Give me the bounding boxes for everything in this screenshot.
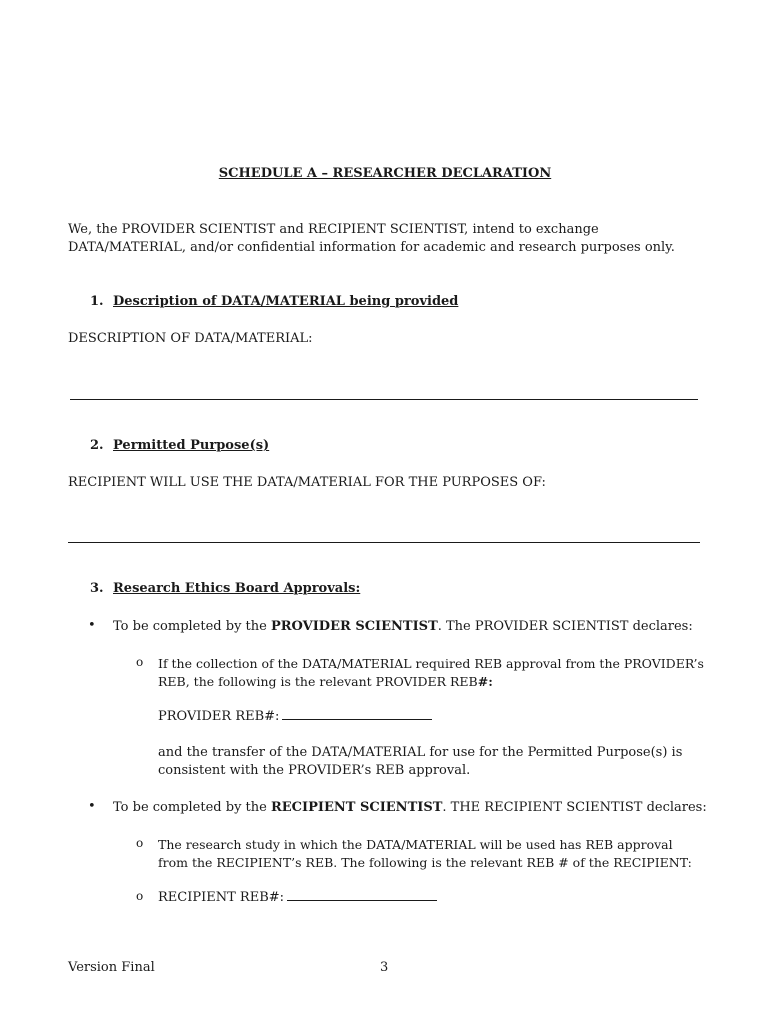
sub-bullet-glyph: o bbox=[136, 889, 144, 903]
recipient-study-item: The research study in which the DATA/MATERIAL will be used has REB approval from the RECIPIENT’s REB. The following is the relevant REB # of the RECIPIENT: bbox=[158, 837, 692, 870]
section-3-number: 3. bbox=[90, 581, 104, 596]
section-2-heading bbox=[90, 438, 269, 453]
provider-reb-item bbox=[158, 655, 708, 691]
recipient-reb-field bbox=[158, 889, 437, 907]
recipient-bullet-text bbox=[113, 799, 707, 817]
section-2-title: Permitted Purpose(s) bbox=[113, 438, 270, 453]
recipient-reb-input-line[interactable] bbox=[287, 890, 437, 901]
bullet-glyph: • bbox=[88, 799, 96, 814]
section-3-heading bbox=[90, 581, 360, 596]
sub-bullet-glyph: o bbox=[136, 836, 144, 850]
provider-transfer-text: and the transfer of the DATA/MATERIAL for use for the Permitted Purpose(s) is consistent with the PROVIDER’s REB approval. bbox=[158, 745, 683, 778]
purposes-answer-line[interactable] bbox=[68, 542, 700, 543]
sub-bullet-glyph: o bbox=[136, 655, 144, 669]
provider-reb-label: PROVIDER REB#: bbox=[158, 709, 280, 724]
description-label: DESCRIPTION OF DATA/MATERIAL: bbox=[68, 331, 313, 346]
provider-bullet-text bbox=[113, 618, 693, 636]
provider-reb-field bbox=[158, 708, 432, 726]
section-1-title: Description of DATA/MATERIAL being provided bbox=[113, 294, 459, 309]
recipient-reb-label: RECIPIENT REB#: bbox=[158, 890, 285, 905]
provider-item-bold: #: bbox=[477, 674, 493, 689]
bullet-glyph: • bbox=[88, 618, 96, 633]
description-answer-line[interactable] bbox=[70, 399, 698, 400]
purposes-label: RECIPIENT WILL USE THE DATA/MATERIAL FOR THE PURPOSES OF: bbox=[68, 475, 546, 490]
provider-suffix: . The PROVIDER SCIENTIST declares: bbox=[437, 619, 693, 634]
recipient-suffix: . THE RECIPIENT SCIENTIST declares: bbox=[442, 800, 707, 815]
recipient-prefix: To be completed by the bbox=[113, 800, 271, 815]
section-1-number: 1. bbox=[90, 294, 104, 309]
provider-prefix: To be completed by the bbox=[113, 619, 271, 634]
footer-version: Version Final bbox=[68, 960, 155, 975]
page-title: SCHEDULE A – RESEARCHER DECLARATION bbox=[218, 166, 552, 181]
provider-role: PROVIDER SCIENTIST bbox=[270, 619, 438, 634]
footer-page-number: 3 bbox=[380, 960, 389, 975]
section-2-number: 2. bbox=[90, 438, 104, 453]
section-3-title: Research Ethics Board Approvals: bbox=[113, 581, 361, 596]
intro-paragraph: We, the PROVIDER SCIENTIST and RECIPIENT SCIENTIST, intend to exchange DATA/MATERIAL, and/or confidential information for academic and research purposes only. bbox=[68, 222, 675, 255]
section-1-heading bbox=[90, 294, 458, 309]
provider-reb-input-line[interactable] bbox=[282, 709, 432, 720]
provider-item-text: If the collection of the DATA/MATERIAL required REB approval from the PROVIDER’s REB, the following is the relevant PROVIDER REB bbox=[158, 656, 704, 689]
recipient-role: RECIPIENT SCIENTIST bbox=[270, 800, 443, 815]
